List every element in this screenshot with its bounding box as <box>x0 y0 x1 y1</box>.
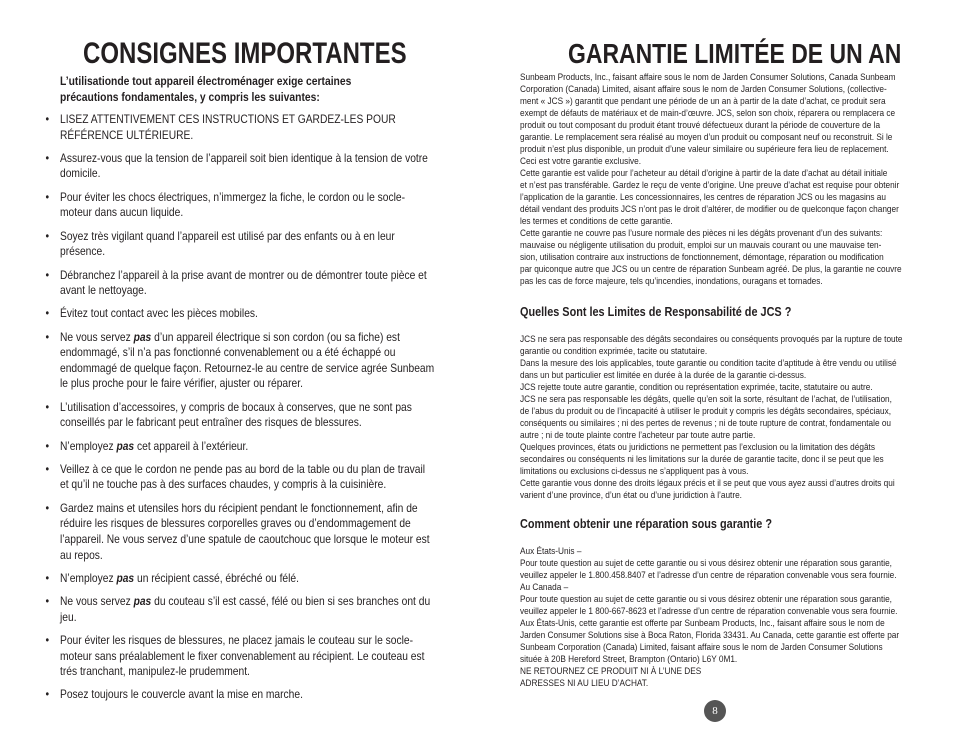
bullet-text: Ne vous servez <box>60 329 134 344</box>
bullet-dot: • <box>45 687 50 702</box>
bullet-text: Veillez à ce que le cordon ne pende pas au bord de la table ou du plan de travail et qu’il ne touche pas à des surfaces chaudes, y compris à la cuisinière. <box>60 461 426 492</box>
bullet-text: N’employez <box>60 570 117 585</box>
safety-bullet-item <box>45 189 436 221</box>
intro-line-1: L’utilisationde tout appareil électroménager exige certaines <box>60 74 352 88</box>
safety-bullet-list <box>45 112 436 711</box>
page-number-badge: 8 <box>704 700 726 722</box>
bullet-text: cet appareil à l’extérieur. <box>134 438 249 453</box>
safety-bullet-item <box>45 500 436 563</box>
limits-text: JCS ne sera pas responsable des dégâts secondaires ou conséquents provoqués par la rupture de toute garantie ou condition exprimée, tacite ou statutaire. Dans la mesure des lois applicables, toute garantie ou condition tacite d’aptitude à être vendu ou utilisé dans un but particulier est limitée en durée à la durée de la garantie ci-dessus. JCS rejette toute autre garantie, condition ou représentation exprimée, tacite, statutaire ou autre. JCS ne sera pas responsable les dégâts, quelle qu’en soit la sorte, résultant de l’achat, de l’utilisation, de l’abus du produit ou de l’incapacité à utiliser le produit y compris les dégâts secondaires, spéciaux, conséquents ou similaires ; ni des pertes de revenus ; ni de toute rupture de contrat, fondamentale ou autre ; ni de toute plainte contre l’acheteur par toute autre partie. Quelques provinces, états ou juridictions ne permettent pas l’exclusion ou la limitation des dégâts secondaires ou conséquents ni les limitations sur la durée de garantie tacite, donc il se peut que les limitations ou exclusions ci-dessus ne s’appliquent pas à vous. Cette garantie vous donne des droits légaux précis et il se peut que vous ayez aussi d’autres droits qui varient d’une province, d’un état ou d’une juridiction à l’autre. <box>520 333 903 500</box>
bullet-text: Pour éviter les chocs électriques, n’immergez la fiche, le cordon ou le socle-moteur dans aucun liquide. <box>60 189 406 220</box>
bullet-dot: • <box>45 329 50 344</box>
bullet-text: un récipient cassé, ébréché ou félé. <box>134 570 299 585</box>
limits-paragraph <box>520 333 914 501</box>
repair-text: Aux États-Unis – Pour toute question au sujet de cette garantie ou si vous désirez obtenir une réparation sous garantie, veuillez appeler le 1.800.458.8407 et l’adresse d’un centre de réparation convenable vous sera fournie. Au Canada – Pour toute question au sujet de cette garantie ou si vous désirez obtenir une réparation sous garantie, veuillez appeler le 1 800-667-8623 et l’adresse d’un centre de réparation convenable vous sera fournie. Aux États-Unis, cette garantie est offerte par Sunbeam Products, Inc., faisant affaire sous le nom de Jarden Consumer Solutions sise à Boca Raton, Florida 33431. Au Canada, cette garantie est offerte par Sunbeam Corporation (Canada) Limited, faisant affaire sous le nom de Jarden Consumer Solutions située à 20B Hereford Street, Brampton (Ontario) L6Y 0M1. NE RETOURNEZ CE PRODUIT NI À L’UNE DES ADRESSES NI AU LIEU D’ACHAT. <box>520 545 900 688</box>
bullet-text: Assurez-vous que la tension de l’appareil soit bien identique à la tension de votre domicile. <box>60 150 428 181</box>
bullet-dot: • <box>45 112 50 126</box>
bullet-text: Évitez tout contact avec les pièces mobiles. <box>60 306 258 321</box>
bullet-dot: • <box>45 267 50 282</box>
bullet-dot: • <box>45 632 50 647</box>
bullet-text: Posez toujours le couvercle avant la mise en marche. <box>60 687 303 702</box>
bullet-dot: • <box>45 399 50 414</box>
warranty-text: Sunbeam Products, Inc., faisant affaire sous le nom de Jarden Consumer Solutions, Canada Sunbeam Corporation (Canada) Limited, aisant affaire sous le nom de Jarden Consumer Solutions, (collective- ment « JCS ») garantit que pendant une période de un an à partir de la date d’achat, ce produit sera exempt de défauts de matériaux et de main-d’œuvre. JCS, selon son choix, réparera ou remplacera ce produit ou tout composant du produit étant trouvé défectueux durant la période de couverture de la garantie. Le remplacement sera réalisé au moyen d’un produit ou composant neuf ou reconstruit. Si le produit n’est plus disponible, un produit d’une valeur similaire ou supérieure fera lieu de replacement. Ceci est votre garantie exclusive. Cette garantie est valide pour l’acheteur au détail d’origine à partir de la date d’achat au détail initiale et n’est pas transférable. Gardez le reçu de vente d’origine. Une preuve d’achat est requise pour obtenir l’application de la garantie. Les concessionnaires, les centres de réparation JCS ou les magasins au détail vendant des produits JCS n’ont pas le droit d’altérer, de modifier ou de quelconque façon changer les termes et conditions de cette garantie. Cette garantie ne couvre pas l’usure normale des pièces ni les dégâts provenant d’un des suivants: mauvaise ou négligente utilisation du produit, emploi sur un mauvais courant ou une mauvaise ten- sion, utilisation contraire aux instructions de fonctionnement, démontage, réparation ou modification par quiconque autre que JCS ou un centre de réparation Sunbeam agréé. De plus, la garantie ne couvre pas les cas de force majeure, tels qu’incendies, inondations, ouragans et tornades. <box>520 71 902 286</box>
bullet-text: du couteau s’il est cassé, félé ou bien si ses branches ont du jeu. <box>60 594 431 624</box>
safety-bullet-item <box>45 112 436 143</box>
bullet-text: Ne vous servez <box>60 594 134 609</box>
safety-bullet-item <box>45 267 436 299</box>
safety-bullet-item <box>45 594 436 625</box>
bullet-text: d’un appareil électrique si son cordon (ou sa fiche) est endommagé, s’il n’a pas fonctionné convenablement ou a été échappé ou endommagé de quelque façon. Retournez-le au centre de service agrée Sunbeam le plus proche pour le faire vérifier, ajuster ou réparer. <box>60 329 435 391</box>
bullet-text: L’utilisation d’accessoires, y compris de bocaux à conserves, que ne sont pas conseillés par le fabricant peut entraîner des risques de blessures. <box>60 399 412 430</box>
bullet-text: Gardez mains et utensiles hors du récipient pendant le fonctionnement, afin de réduire les risques de blessures corporelles graves ou d’endommagement de l’appareil. Ne vous servez d’une spatule de caoutchouc que lorsque le moteur est au repos. <box>60 500 430 562</box>
safety-bullet-item <box>45 150 436 182</box>
bullet-dot: • <box>45 150 50 165</box>
bullet-dot: • <box>45 438 50 453</box>
safety-bullet-item <box>45 228 436 260</box>
bullet-dot: • <box>45 570 50 585</box>
repair-heading: Comment obtenir une réparation sous garantie ? <box>520 517 772 531</box>
intro-line-2: précautions fondamentales, y compris les suivantes: <box>60 89 320 104</box>
limits-heading: Quelles Sont les Limites de Responsabilité de JCS ? <box>520 305 792 319</box>
safety-bullet-item <box>45 687 436 703</box>
bullet-text: Débranchez l’appareil à la prise avant de montrer ou de démontrer toute pièce et avant le nettoyage. <box>60 267 427 298</box>
bullet-text: Soyez très vigilant quand l’appareil est utilisé par des enfants ou à en leur présence. <box>60 228 395 259</box>
safety-bullet-item <box>45 461 436 493</box>
bullet-dot: • <box>45 461 50 476</box>
bullet-emphasis: pas <box>133 594 152 609</box>
bullet-text: LISEZ ATTENTIVEMENT CES INSTRUCTIONS ET GARDEZ-LES POUR RÉFÉRENCE ULTÉRIEURE. <box>60 112 396 142</box>
bullet-dot: • <box>45 189 50 204</box>
page-title-warranty: GARANTIE LIMITÉE DE UN AN <box>568 38 902 69</box>
safety-bullet-item <box>45 306 436 322</box>
repair-paragraph <box>520 545 914 689</box>
bullet-dot: • <box>45 594 50 609</box>
page-title-safety: CONSIGNES IMPORTANTES <box>83 37 407 70</box>
intro-text <box>60 74 438 105</box>
bullet-dot: • <box>45 228 50 243</box>
warranty-paragraph <box>520 71 914 287</box>
safety-bullet-item <box>45 329 436 392</box>
bullet-dot: • <box>45 306 50 321</box>
bullet-dot: • <box>45 500 50 515</box>
bullet-emphasis: pas <box>133 329 152 344</box>
bullet-emphasis: pas <box>116 438 135 453</box>
safety-bullet-item <box>45 570 436 587</box>
bullet-text: Pour éviter les risques de blessures, ne placez jamais le couteau sur le socle-moteur sans préalablement le fixer convenablement au récipient. Le couteau est trés tranchant, manipulez-le prudemment. <box>60 632 425 679</box>
safety-bullet-item <box>45 632 436 680</box>
bullet-text: N’employez <box>60 438 117 453</box>
bullet-emphasis: pas <box>116 570 135 585</box>
safety-bullet-item <box>45 399 436 431</box>
safety-bullet-item <box>45 438 436 455</box>
